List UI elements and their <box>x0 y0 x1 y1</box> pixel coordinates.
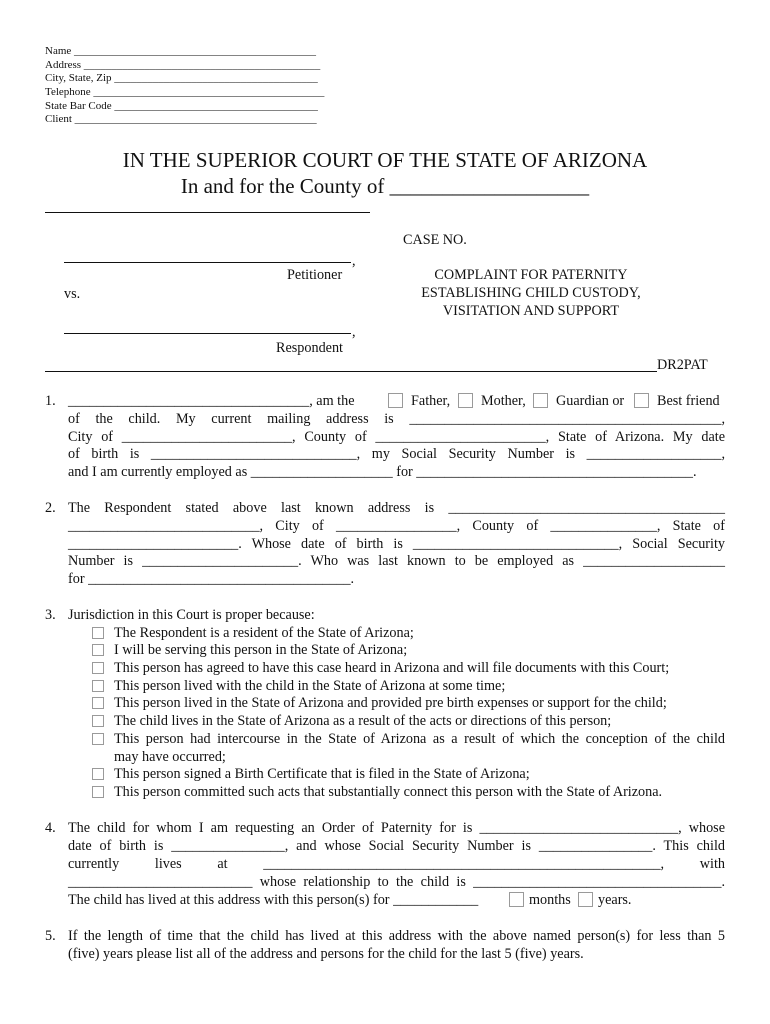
jurisdiction-checkbox-4[interactable] <box>92 680 104 692</box>
jurisdiction-option-4: This person lived with the child in the State of Arizona at some time; <box>114 678 506 694</box>
para-2-line-1[interactable]: The Respondent stated above last known address is _______________________________________ <box>68 500 725 516</box>
respondent-name-field[interactable] <box>64 333 351 334</box>
para-5-line-2: (five) years please list all of the address and persons for the child for the last 5 (five) years. <box>68 946 584 962</box>
divider-rule <box>45 212 370 213</box>
para-2-line-4[interactable]: Number is ______________________. Who was last known to be employed as ____________________ <box>68 553 725 569</box>
para-2-line-5[interactable]: for _____________________________________. <box>68 571 355 587</box>
jurisdiction-option-1: The Respondent is a resident of the State of Arizona; <box>114 625 414 641</box>
best-friend-label: Best friend <box>657 393 720 409</box>
county-line[interactable]: In and for the County of ___________________ <box>180 174 590 198</box>
attorney-name-line[interactable]: Name ____________________________________________ <box>45 45 317 57</box>
attorney-client-line[interactable]: Client ____________________________________________ <box>45 113 317 125</box>
para-3-number: 3. <box>45 607 56 623</box>
para-1-number: 1. <box>45 393 56 409</box>
mother-checkbox[interactable] <box>458 393 473 408</box>
form-code: DR2PAT <box>657 357 708 373</box>
para-2-line-3[interactable]: ________________________. Whose date of birth is _____________________________, Social Security <box>68 536 725 552</box>
para-4-line-4[interactable]: __________________________ whose relationship to the child is ___________________________________. <box>68 874 725 890</box>
months-label: months <box>529 892 571 908</box>
mother-label: Mother, <box>481 393 526 409</box>
attorney-city-line[interactable]: City, State, Zip _____________________________________ <box>45 72 318 84</box>
document-title-line-2: ESTABLISHING CHILD CUSTODY, <box>421 285 641 301</box>
para-1-line-2[interactable]: of the child. My current mailing address is ____________________________________________, <box>68 411 725 427</box>
para-1-name-blank[interactable]: __________________________________, am the <box>68 393 355 409</box>
jurisdiction-option-7: This person had intercourse in the State of Arizona as a result of which the conception of the child <box>114 731 725 747</box>
jurisdiction-checkbox-5[interactable] <box>92 697 104 709</box>
para-4-line-1[interactable]: The child for whom I am requesting an Order of Paternity for is ____________________________, whose <box>68 820 725 836</box>
jurisdiction-option-7-continued: may have occurred; <box>114 749 226 765</box>
para-1-line-4[interactable]: of birth is _____________________________, my Social Security Number is ___________________, <box>68 446 725 462</box>
para-4-line-2[interactable]: date of birth is ________________, and whose Social Security Number is ________________. This child <box>68 838 725 854</box>
versus-label: vs. <box>64 286 81 302</box>
para-4-number: 4. <box>45 820 56 836</box>
jurisdiction-option-3: This person has agreed to have this case heard in Arizona and will file documents with this Court; <box>114 660 670 676</box>
jurisdiction-checkbox-8[interactable] <box>92 768 104 780</box>
attorney-telephone-line[interactable]: Telephone __________________________________________ <box>45 86 325 98</box>
jurisdiction-option-5: This person lived in the State of Arizona and provided pre birth expenses or support for the child; <box>114 695 667 711</box>
jurisdiction-checkbox-9[interactable] <box>92 786 104 798</box>
years-label: years. <box>598 892 632 908</box>
para-4-line-5[interactable]: The child has lived at this address with this person(s) for ____________ <box>68 892 479 908</box>
attorney-address-line[interactable]: Address ___________________________________________ <box>45 58 321 71</box>
petitioner-name-field[interactable] <box>64 262 351 263</box>
para-4-line-3[interactable]: currently lives at ________________________________________________________, with <box>68 856 725 872</box>
para-5-number: 5. <box>45 928 56 944</box>
jurisdiction-option-9: This person committed such acts that substantially connect this person with the State of Arizona. <box>114 784 663 800</box>
years-checkbox[interactable] <box>578 892 593 907</box>
petitioner-label: Petitioner <box>287 267 343 283</box>
para-1-line-5[interactable]: and I am currently employed as ____________________ for _______________________________________. <box>68 464 697 480</box>
petitioner-comma: , <box>352 253 356 269</box>
jurisdiction-checkbox-1[interactable] <box>92 627 104 639</box>
respondent-label: Respondent <box>276 340 343 356</box>
para-2-line-2[interactable]: ___________________________, City of _________________, County of _______________, State of <box>68 518 725 534</box>
para-1-line-3[interactable]: City of ________________________, County of ________________________, State of Arizona. My date <box>68 429 725 445</box>
court-title: IN THE SUPERIOR COURT OF THE STATE OF ARIZONA <box>122 148 648 172</box>
document-title-line-1: COMPLAINT FOR PATERNITY <box>434 267 628 283</box>
jurisdiction-checkbox-3[interactable] <box>92 662 104 674</box>
jurisdiction-option-6: The child lives in the State of Arizona as a result of the acts or directions of this person; <box>114 713 612 729</box>
best-friend-checkbox[interactable] <box>634 393 649 408</box>
para-2-number: 2. <box>45 500 56 516</box>
father-label: Father, <box>411 393 451 409</box>
jurisdiction-option-2: I will be serving this person in the State of Arizona; <box>114 642 408 658</box>
jurisdiction-checkbox-7[interactable] <box>92 733 104 745</box>
attorney-bar-code-line[interactable]: State Bar Code _____________________________________ <box>45 99 318 112</box>
case-number-label: CASE NO. <box>403 232 467 248</box>
father-checkbox[interactable] <box>388 393 403 408</box>
para-5-line-1: If the length of time that the child has lived at this address with the above named person(s) for less than 5 <box>68 928 725 944</box>
jurisdiction-intro: Jurisdiction in this Court is proper because: <box>68 607 315 623</box>
guardian-checkbox[interactable] <box>533 393 548 408</box>
caption-rule <box>45 371 657 372</box>
jurisdiction-checkbox-6[interactable] <box>92 715 104 727</box>
jurisdiction-checkbox-2[interactable] <box>92 644 104 656</box>
months-checkbox[interactable] <box>509 892 524 907</box>
jurisdiction-option-8: This person signed a Birth Certificate that is filed in the State of Arizona; <box>114 766 530 782</box>
document-title-line-3: VISITATION AND SUPPORT <box>442 303 620 319</box>
guardian-label: Guardian or <box>556 393 625 409</box>
respondent-comma: , <box>352 324 356 340</box>
